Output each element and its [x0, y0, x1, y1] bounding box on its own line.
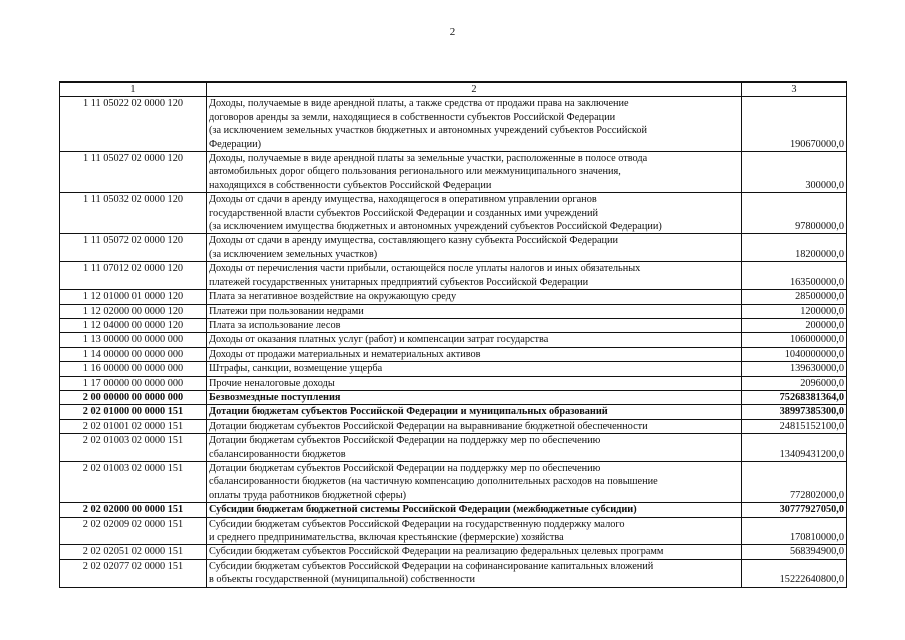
budget-code-cell: 1 11 05027 02 0000 120 [60, 152, 207, 193]
budget-code-cell: 2 02 02000 00 0000 151 [60, 503, 207, 517]
description-line: Доходы, получаемые в виде арендной платы за земельные участки, расположенные в полосе отвода [209, 153, 648, 165]
amount-cell: 170810000,0 [742, 517, 847, 545]
budget-code-cell: 1 11 05022 02 0000 120 [60, 97, 207, 152]
description-line: находящихся в собственности субъектов Российской Федерации [209, 179, 492, 191]
table-row [60, 152, 847, 193]
budget-code-cell: 1 11 07012 02 0000 120 [60, 262, 207, 290]
amount-cell: 772802000,0 [742, 461, 847, 502]
revenue-table [59, 81, 847, 588]
description-line: автомобильных дорог общего пользования регионального или межмуниципального значения, [209, 166, 621, 178]
budget-code-cell: 1 14 00000 00 0000 000 [60, 347, 207, 361]
description-line: сбалансированности бюджетов (на частичную компенсацию дополнительных расходов на повышение [209, 476, 658, 488]
table-row [60, 234, 847, 262]
budget-code-cell: 2 00 00000 00 0000 000 [60, 390, 207, 404]
amount-cell: 75268381364,0 [742, 390, 847, 404]
table-row [60, 333, 847, 347]
budget-code-cell: 1 12 04000 00 0000 120 [60, 318, 207, 332]
description-cell [207, 362, 742, 376]
description-cell [207, 318, 742, 332]
amount-cell: 97800000,0 [742, 193, 847, 234]
description-line: Доходы, получаемые в виде арендной платы, а также средства от продажи права на заключение [209, 98, 629, 110]
description-cell [207, 290, 742, 304]
table-row [60, 362, 847, 376]
table-header-row [60, 82, 847, 97]
description-line: Дотации бюджетам субъектов Российской Федерации на выравнивание бюджетной обеспеченности [209, 420, 648, 432]
budget-code-cell: 1 17 00000 00 0000 000 [60, 376, 207, 390]
amount-cell: 163500000,0 [742, 262, 847, 290]
budget-code-cell: 1 12 02000 00 0000 120 [60, 304, 207, 318]
amount-cell: 38997385300,0 [742, 405, 847, 419]
description-cell [207, 390, 742, 404]
description-line: Доходы от перечисления части прибыли, остающейся после уплаты налогов и иных обязательных [209, 263, 641, 275]
description-line: Доходы от сдачи в аренду имущества, составляющего казну субъекта Российской Федерации [209, 235, 619, 247]
description-line: Субсидии бюджетам бюджетной системы Российской Федерации (межбюджетные субсидии) [209, 504, 637, 516]
description-line: в объекты государственной (муниципальной) собственности [209, 574, 475, 586]
column-header-2: 2 [207, 82, 742, 97]
description-line: (за исключением земельных участков) [209, 248, 378, 260]
description-line: Безвозмездные поступления [209, 391, 341, 403]
description-cell [207, 376, 742, 390]
description-line: Субсидии бюджетам субъектов Российской Федерации на государственную поддержку малого [209, 518, 625, 530]
amount-cell: 2096000,0 [742, 376, 847, 390]
table-body [60, 97, 847, 587]
description-cell [207, 503, 742, 517]
description-cell [207, 333, 742, 347]
table-row [60, 503, 847, 517]
table-row [60, 347, 847, 361]
budget-code-cell: 2 02 01003 02 0000 151 [60, 434, 207, 462]
description-cell [207, 304, 742, 318]
budget-code-cell: 1 12 01000 01 0000 120 [60, 290, 207, 304]
budget-code-cell: 1 11 05072 02 0000 120 [60, 234, 207, 262]
table-header [60, 82, 847, 97]
table-row [60, 419, 847, 433]
description-line: (за исключением имущества бюджетных и автономных учреждений субъектов Российской Федерации) [209, 221, 662, 233]
description-line: договоров аренды за земли, находящиеся в собственности субъектов Российской Федерации [209, 111, 616, 123]
table-row [60, 390, 847, 404]
description-line: Прочие неналоговые доходы [209, 377, 335, 389]
amount-cell: 200000,0 [742, 318, 847, 332]
budget-code-cell: 1 11 05032 02 0000 120 [60, 193, 207, 234]
table-row [60, 290, 847, 304]
description-line: Дотации бюджетам субъектов Российской Федерации на поддержку мер по обеспечению [209, 462, 601, 474]
description-line: Субсидии бюджетам субъектов Российской Федерации на реализацию федеральных целевых программ [209, 546, 664, 558]
table-row [60, 405, 847, 419]
description-line: Федерации) [209, 138, 262, 150]
description-line: государственной власти субъектов Российской Федерации и созданных ими учреждений [209, 207, 598, 219]
amount-cell: 1040000000,0 [742, 347, 847, 361]
table-row [60, 376, 847, 390]
description-line: (за исключением земельных участков бюджетных и автономных учреждений субъектов Российской [209, 125, 648, 137]
description-cell [207, 152, 742, 193]
description-cell [207, 193, 742, 234]
amount-cell: 13409431200,0 [742, 434, 847, 462]
page-number: 2 [449, 26, 456, 38]
table-row [60, 461, 847, 502]
budget-code-cell: 1 16 00000 00 0000 000 [60, 362, 207, 376]
budget-code-cell: 2 02 01003 02 0000 151 [60, 461, 207, 502]
table-row [60, 262, 847, 290]
table-row [60, 545, 847, 559]
description-line: и среднего предпринимательства, включая крестьянские (фермерские) хозяйства [209, 532, 564, 543]
description-line: Доходы от сдачи в аренду имущества, находящегося в оперативном управлении органов [209, 194, 597, 206]
description-line: Плата за негативное воздействие на окружающую среду [209, 291, 457, 303]
amount-cell: 18200000,0 [742, 234, 847, 262]
description-line: Доходы от продажи материальных и нематериальных активов [209, 348, 481, 360]
amount-cell: 24815152100,0 [742, 419, 847, 433]
description-cell [207, 434, 742, 462]
description-cell [207, 559, 742, 587]
amount-cell: 106000000,0 [742, 333, 847, 347]
amount-cell: 30777927050,0 [742, 503, 847, 517]
description-line: сбалансированности бюджетов [209, 448, 346, 460]
amount-cell: 139630000,0 [742, 362, 847, 376]
table-row [60, 193, 847, 234]
column-header-1: 1 [60, 82, 207, 97]
description-line: Платежи при пользовании недрами [209, 305, 364, 317]
budget-code-cell: 2 02 01000 00 0000 151 [60, 405, 207, 419]
description-line: Дотации бюджетам субъектов Российской Федерации и муниципальных образований [209, 406, 608, 418]
description-line: Доходы от оказания платных услуг (работ) и компенсации затрат государства [209, 334, 549, 346]
description-cell [207, 461, 742, 502]
description-cell [207, 97, 742, 152]
amount-cell: 190670000,0 [742, 97, 847, 152]
amount-cell: 568394900,0 [742, 545, 847, 559]
description-cell [207, 405, 742, 419]
description-line: Субсидии бюджетам субъектов Российской Федерации на софинансирование капитальных вложений [209, 560, 654, 572]
amount-cell: 300000,0 [742, 152, 847, 193]
description-line: Дотации бюджетам субъектов Российской Федерации на поддержку мер по обеспечению [209, 435, 601, 447]
description-cell [207, 545, 742, 559]
amount-cell: 28500000,0 [742, 290, 847, 304]
description-line: Плата за использование лесов [209, 319, 341, 331]
budget-code-cell: 2 02 02009 02 0000 151 [60, 517, 207, 545]
table-row [60, 304, 847, 318]
description-line: Штрафы, санкции, возмещение ущерба [209, 363, 383, 375]
table-row [60, 434, 847, 462]
budget-code-cell: 2 02 02051 02 0000 151 [60, 545, 207, 559]
table-row [60, 517, 847, 545]
amount-cell: 15222640800,0 [742, 559, 847, 587]
description-line: оплаты труда работников бюджетной сферы) [209, 489, 407, 501]
budget-code-cell: 2 02 02077 02 0000 151 [60, 559, 207, 587]
budget-code-cell: 2 02 01001 02 0000 151 [60, 419, 207, 433]
budget-code-cell: 1 13 00000 00 0000 000 [60, 333, 207, 347]
description-cell [207, 517, 742, 545]
table-row [60, 559, 847, 587]
table-row [60, 318, 847, 332]
description-cell [207, 234, 742, 262]
column-header-3: 3 [742, 82, 847, 97]
amount-cell: 1200000,0 [742, 304, 847, 318]
description-cell [207, 419, 742, 433]
description-cell [207, 262, 742, 290]
table-row [60, 97, 847, 152]
description-cell [207, 347, 742, 361]
description-line: платежей государственных унитарных предприятий субъектов Российской Федерации [209, 276, 589, 288]
